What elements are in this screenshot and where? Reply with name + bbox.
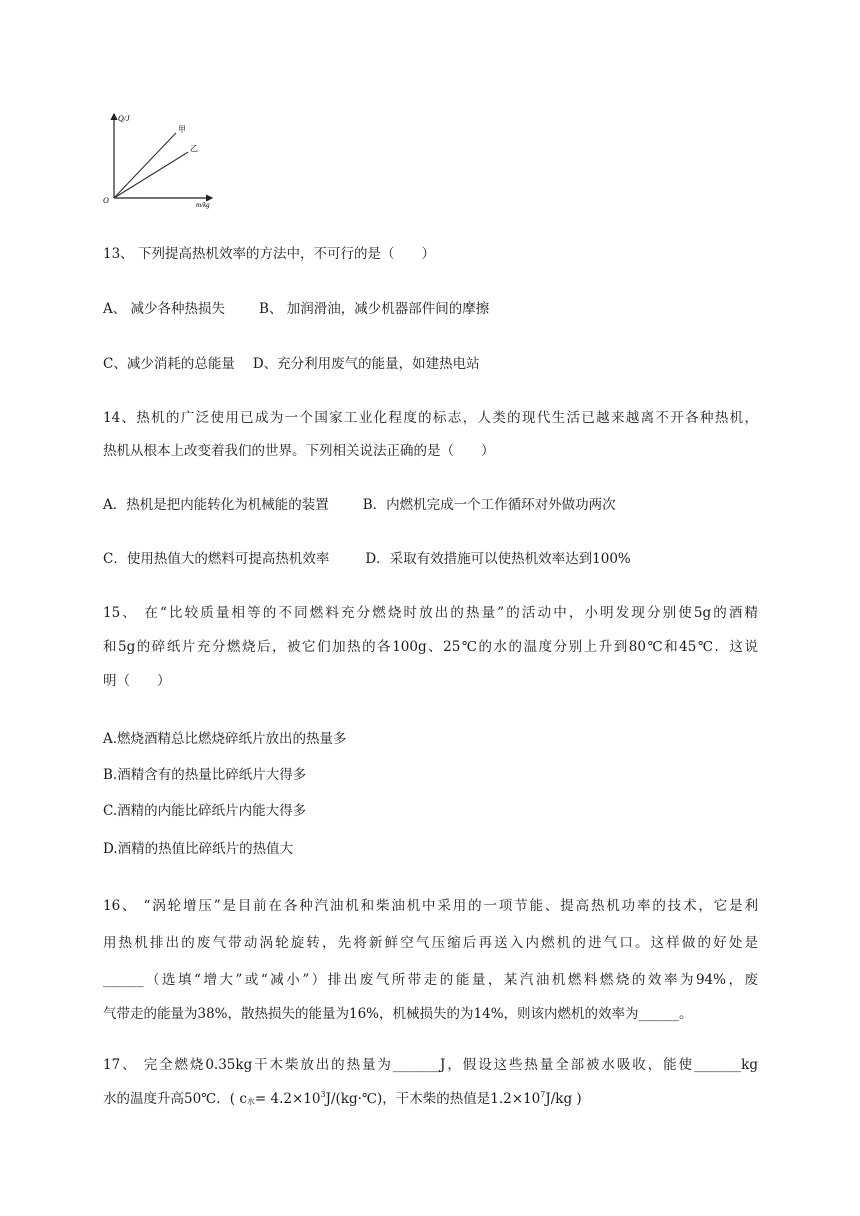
q17-line1: 17、 完全燃烧0.35kg干木柴放出的热量为_______J，假设这些热量全部被水吸收，能使_______kg xyxy=(103,1057,758,1073)
q16-line1: 16、 “涡轮增压”是目前在各种汽油机和柴油机中采用的一项节能、提高热机功率的技术，它是利 xyxy=(103,898,758,914)
y-axis-label: Q/J xyxy=(118,114,130,123)
q15-option-a[interactable]: A.燃烧酒精总比燃烧碎纸片放出的热量多 xyxy=(103,731,347,747)
q13-option-d[interactable]: D、充分利用废气的能量，如建热电站 xyxy=(252,356,480,372)
q13-options-row1 xyxy=(103,297,489,317)
q-m-graph-svg xyxy=(100,108,230,210)
q17-line2-part-b: = 4.2×10 xyxy=(254,1091,321,1107)
q17-line2-part-a: 水的温度升高50℃．( c xyxy=(103,1091,247,1107)
q16-line2: 用热机排出的废气带动涡轮旋转，先将新鲜空气压缩后再送入内燃机的进气口。这样做的好处是 xyxy=(103,935,758,951)
q-m-graph xyxy=(100,108,230,210)
q14-option-d[interactable]: D．采取有效措施可以使热机效率达到100% xyxy=(365,551,631,567)
q16-line4: 气带走的能量为38%，散热损失的能量为16%，机械损失的为14%，则该内燃机的效率为______。 xyxy=(103,1006,693,1022)
q17-line2-part-c: J/(kg·℃)，干木柴的热值是1.2×10 xyxy=(325,1091,541,1107)
q14-option-b[interactable]: B．内燃机完成一个工作循环对外做功两次 xyxy=(362,497,616,513)
q13-option-c[interactable]: C、减少消耗的总能量 xyxy=(103,356,235,372)
q13-stem: 13、 下列提高热机效率的方法中，不可行的是（ ） xyxy=(103,246,435,262)
q15-option-d[interactable]: D.酒精的热值比碎纸片的热值大 xyxy=(103,841,294,857)
q13-option-a[interactable]: A、 减少各种热损失 xyxy=(103,301,226,317)
q14-options-row2 xyxy=(103,547,631,567)
q15-stem-line1: 15、 在“比较质量相等的不同燃料充分燃烧时放出的热量”的活动中，小明发现分别使5g的酒精 xyxy=(103,605,758,621)
q17-exponent-1: 3 xyxy=(320,1090,326,1099)
q17-line2 xyxy=(103,1087,582,1107)
q17-line2-part-d: J/kg ) xyxy=(545,1091,582,1107)
q15-stem-line3: 明（ ） xyxy=(103,673,171,689)
q13-option-b[interactable]: B、 加润滑油，减少机器部件间的摩擦 xyxy=(259,301,490,317)
q13-options-row2 xyxy=(103,352,480,372)
q14-stem-line1: 14、热机的广泛使用已成为一个国家工业化程度的标志，人类的现代生活已越来越离不开各种热机， xyxy=(103,410,758,426)
series-label-1: 甲 xyxy=(178,124,186,134)
q17-exponent-2: 7 xyxy=(540,1090,546,1099)
q15-option-b[interactable]: B.酒精含有的热量比碎纸片大得多 xyxy=(103,767,307,783)
q17-water-subscript: 水 xyxy=(246,1097,255,1106)
q14-option-a[interactable]: A．热机是把内能转化为机械能的装置 xyxy=(103,497,329,513)
x-axis-label: m/kg xyxy=(196,201,210,209)
q15-option-c[interactable]: C.酒精的内能比碎纸片内能大得多 xyxy=(103,803,307,819)
origin-label: O xyxy=(103,196,109,205)
q14-option-c[interactable]: C．使用热值大的燃料可提高热机效率 xyxy=(103,551,330,567)
q16-line3: ______（选填“增大”或“减小”）排出废气所带走的能量，某汽油机燃料燃烧的效率为94%，废 xyxy=(103,972,758,988)
graph-series-lines xyxy=(114,125,198,198)
series-label-2: 乙 xyxy=(190,144,198,154)
q14-options-row1 xyxy=(103,493,616,513)
q14-stem-line2: 热机从根本上改变着我们的世界。下列相关说法正确的是（ ） xyxy=(103,443,495,459)
q15-stem-line2: 和5g的碎纸片充分燃烧后，被它们加热的各100g、25℃的水的温度分别上升到80℃和45℃．这说 xyxy=(103,639,758,655)
